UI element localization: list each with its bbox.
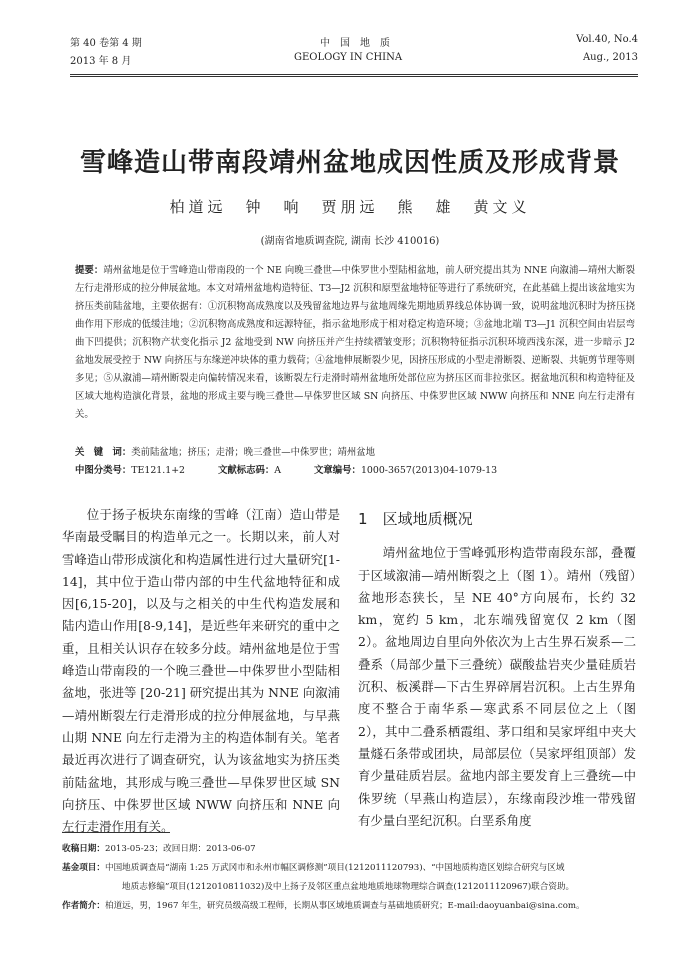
classification-line [75,462,635,476]
keywords-text: 类前陆盆地；挤压；走滑；晚三叠世—中侏罗世；靖州盆地 [131,447,376,458]
affiliation: (湖南省地质调查院, 湖南 长沙 410016) [260,236,440,247]
doc-code-label: 文献标志码： [218,465,275,476]
keywords [75,444,635,458]
section-paragraph: 靖州盆地位于雪峰弧形构造带南段东部，叠覆于区域溆浦—靖州断裂之上（图 1）。靖州（残留）盆地形态狭长，呈 NE 40°方向展布，长约 32 km，宽约 5 km，北东端残留宽仅 2 km（图 2）。盆地周边自里向外依次为上古生界石炭系—二叠系（局部少量下三叠统）碳酸盐岩夹少量硅质岩沉积、板溪群—下古生界碎屑岩沉积。上古生界角度不整合于南华系—寒武系不同层位之上（图 2），其中二叠系栖霞组、茅口组和吴家坪组中夹大量燧石条带或团块，局部层位（吴家坪组顶部）发育少量硅质岩层。盆地内部主要发育上三叠统—中侏罗统（早燕山构造层），东缘南段沙堆一带残留有少量白垩纪沉积。白垩系角度 [358,545,636,828]
received-line [62,840,642,859]
article-number-label: 文章编号： [314,465,361,476]
body-left-column [62,504,340,838]
received-dates: 2013-05-23；改回日期：2013-06-07 [104,844,256,854]
article-number-value: 1000-3657(2013)04-1079-13 [360,465,498,476]
abstract-label: 提要： [75,265,104,276]
footnote-rule [62,832,170,833]
section-title: 区域地质概况 [382,510,473,528]
author-bio-line [62,897,642,916]
intro-paragraph: 位于扬子板块东南缘的雪峰（江南）造山带是华南最受瞩目的构造单元之一。长期以来，前人对雪峰造山带形成演化和构造属性进行过大量研究[1-14]，其中位于造山带内部的中生代盆地特征和成因[6,15-20]，以及与之相关的中生代构造发展和陆内造山作用[8-9,14]，是近些年来研究的重中之重，且相关认识存在较多分歧。靖州盆地是位于雪峰造山带南段的一个晚三叠世—中侏罗世小型陆相盆地，张进等 [20-21] 研究提出其为 NNE 向溆浦—靖州断裂左行走滑形成的拉分伸展盆地，与早燕山期 NNE 向左行走滑为主的构造体制有关。笔者最近再次进行了调查研究，认为该盆地实为挤压类前陆盆地，其形成与晚三叠世—早侏罗世区域 SN 向挤压、中侏罗世区域 NWW 向挤压和 NNE 向左行走滑作用有关。 [62,507,340,835]
clc-label: 中图分类号： [75,465,132,476]
doc-code-value: A [274,465,282,476]
section-number: 1 [358,510,368,528]
running-header [70,34,638,76]
clc-value: TE121.1+2 [131,465,186,476]
fund-label: 基金项目： [62,863,105,873]
keywords-label: 关 键 词： [75,447,132,458]
journal-date: 2013 年 8 月 [70,56,132,67]
journal-name-cn: 中 国 地 质 [320,38,390,49]
journal-name-en: GEOLOGY IN CHINA [294,52,403,63]
body-right-column [358,504,636,832]
author-list: 柏道远 钟 响 贾朋远 熊 雄 黄文义 [169,198,531,216]
paper-title: 雪峰造山带南段靖州盆地成因性质及形成背景 [79,148,620,178]
fund-line [62,859,642,878]
abstract-text: 靖州盆地是位于雪峰造山带南段的一个 NE 向晚三叠世—中侏罗世小型陆相盆地，前人研究提出其为 NNE 向溆浦—靖州大断裂左行走滑形成的拉分伸展盆地。本文对靖州盆地构造特征、T3—J2 沉积和原型盆地特征等进行了系统研究，在此基础上提出该盆地实为挤压类前陆盆地，主要依据有：①沉积物高成熟度以及残留盆地边界与盆地周缘先期地质界线总体协调一致，说明盆地沉积时为挤压挠曲作用下形成的低缓洼地；②沉积物高成熟度和远源特征，指示盆地形成于相对稳定构造环境；③盆地北端 T3—J1 沉积空间由岩层弯曲下凹提供；沉积物产状变化指示 J2 盆地受到 NW 向挤压并产生持续褶皱变形；沉积物特征指示沉积环境西浅东深，进一步暗示 J2 盆地发展受控于 NW 向挤压与东缘逆冲块体的重力载荷；④盆地伸展断裂少见，因挤压形成的小型走滑断裂、逆断裂、共轭剪节理等则多见；⑤从溆浦—靖州断裂走向偏转情况来看，该断裂左行走滑时靖州盆地所处部位应为挤压区而非拉张区。据盆地沉积和构造特征及区域大地构造演化背景，盆地的形成主要与晚三叠世—早侏罗世区域 SN 向挤压、中侏罗世区域 NWW 向挤压和 NNE 向左行走滑有关。 [75,265,635,420]
received-label: 收稿日期： [62,844,105,854]
journal-date-en: Aug., 2013 [582,52,638,63]
header-rule [70,74,638,77]
author-bio-label: 作者简介： [62,901,105,911]
section-heading [358,508,636,530]
footnotes [62,840,642,916]
journal-volume-issue: 第 40 卷第 4 期 [70,38,142,49]
author-bio: 柏道远，男，1967 年生，研究员级高级工程师，长期从事区域地质调查与基础地质研究；E-mail:daoyuanbai@sina.com。 [104,901,585,911]
journal-volume-en: Vol.40, No.4 [576,34,638,45]
abstract [75,262,635,424]
fund-text-1: 中国地质调查局“湖南 1:25 万武冈市和永州市幅区调修测”项目(1212011120793)、“中国地质构造区划综合研究与区域 [104,863,565,873]
fund-text-2: 地质志修编”项目(1212010811032)及中上扬子及邻区重点盆地地质地球物理综合调查(1212011120967)联合资助。 [122,882,575,892]
